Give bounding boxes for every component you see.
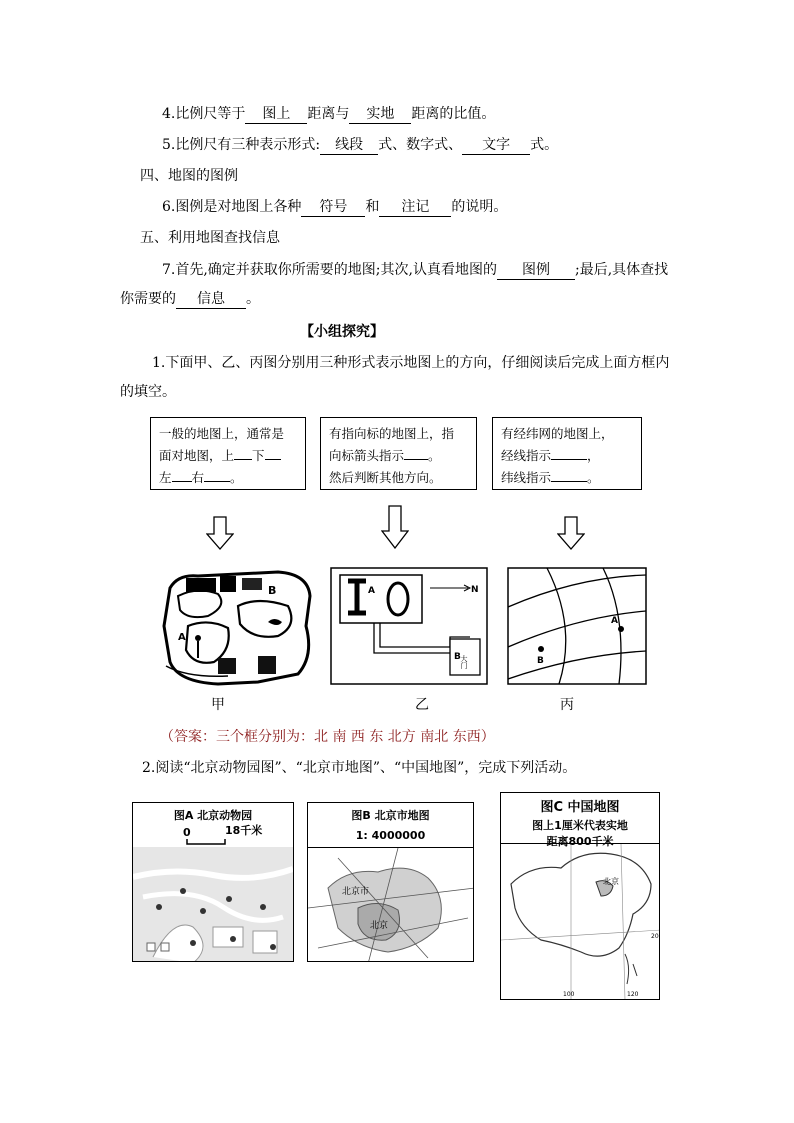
group-heading: 【小组探究】: [300, 324, 384, 340]
item-4: 4.比例尺等于 图上 距离与 实地 距离的比值。: [162, 106, 496, 122]
svg-text:0: 0: [183, 826, 191, 839]
beijing-map-graphic: [308, 848, 474, 962]
caption-yi: 乙: [415, 697, 429, 713]
down-arrow-icon: [206, 516, 234, 550]
map-b-beijing: [307, 802, 474, 962]
graticule-map: [507, 567, 647, 685]
answer-blank: 文字: [462, 137, 530, 155]
map-c-title: 图C 中国地图: [540, 800, 620, 815]
svg-text:20: 20: [651, 933, 659, 940]
map-label: B: [537, 656, 544, 666]
map-b-title: 图B 北京市地图: [351, 809, 430, 822]
answer-blank: 实地: [349, 106, 411, 124]
question-2: 2.阅读“北京动物园图”、“北京市地图”、“中国地图”，完成下列活动。: [142, 760, 577, 776]
map-c-scale-line2: 距离800千米: [546, 835, 614, 848]
fill-blank[interactable]: [551, 445, 587, 460]
item-6: 6.图例是对地图上各种 符号 和 注记 的说明。: [162, 199, 508, 215]
question-1-line2: 的填空。: [120, 384, 176, 400]
down-arrow-icon: [381, 505, 409, 549]
map-label: A: [178, 632, 186, 643]
answer-note: （答案：三个框分别为：北 南 西 东 北方 南北 东西）: [160, 729, 495, 745]
answer-blank: 图例: [497, 262, 575, 280]
map-b-scale: 1: 4000000: [355, 829, 426, 842]
answer-blank: 线段: [320, 137, 378, 155]
map-label: B: [454, 652, 461, 662]
map-label: A: [368, 586, 375, 596]
item-5: 5.比例尺有三种表示形式: 线段 式、数字式、 文字 式。: [162, 137, 559, 153]
fill-box-pointer: 有指向标的地图上，指 向标箭头指示 。 然后判断其他方向。: [320, 417, 477, 490]
section-heading-find-info: 五、利用地图查找信息: [140, 230, 280, 246]
map-c-china: [500, 792, 660, 1000]
svg-text:北京市: 北京市: [342, 887, 370, 897]
zoo-sketch-map: [158, 566, 318, 690]
svg-text:北京: 北京: [603, 877, 619, 886]
answer-blank: 图上: [245, 106, 307, 124]
china-map-graphic: [501, 844, 660, 1000]
zoo-map-graphic: [133, 847, 293, 962]
answer-blank: 信息: [176, 291, 246, 309]
fill-box-graticule: 有经纬网的地图上， 经线指示 ， 纬线指示 。: [492, 417, 642, 490]
map-label: A: [611, 616, 618, 626]
item-7-line1: 7.首先,确定并获取你所需要的地图;其次,认真看地图的 图例 ;最后,具体查找: [162, 262, 669, 278]
map-a-zoo: [132, 802, 294, 962]
fill-blank[interactable]: [265, 445, 281, 460]
caption-bing: 丙: [560, 697, 574, 713]
question-1-line1: 1.下面甲、乙、丙图分别用三种形式表示地图上的方向，仔细阅读后完成上面方框内: [152, 355, 670, 371]
svg-text:18千米: 18千米: [225, 824, 263, 837]
fill-blank[interactable]: [234, 445, 252, 460]
fill-blank[interactable]: [404, 445, 428, 460]
fill-blank[interactable]: [204, 467, 230, 482]
north-label: N: [471, 585, 479, 595]
down-arrow-icon: [557, 516, 585, 550]
fill-blank[interactable]: [551, 467, 587, 482]
svg-text:北京: 北京: [370, 921, 389, 931]
map-a-title: 图A 北京动物园: [173, 809, 253, 822]
fill-box-general: 一般的地图上，通常是 面对地图，上 下 左 右 。: [150, 417, 306, 490]
pointer-map: [330, 567, 488, 685]
answer-blank: 注记: [379, 199, 451, 217]
caption-jia: 甲: [211, 697, 225, 713]
map-label: B: [268, 584, 277, 597]
answer-blank: 符号: [301, 199, 365, 217]
fill-blank[interactable]: [172, 467, 192, 482]
svg-text:120: 120: [627, 991, 639, 998]
svg-text:100: 100: [563, 991, 575, 998]
section-heading-legend: 四、地图的图例: [140, 168, 238, 184]
item-7-line2: 你需要的 信息 。: [120, 291, 260, 307]
map-c-scale-line1: 图上1厘米代表实地: [532, 819, 628, 832]
scale-bar: [133, 823, 293, 849]
map-label: 大门: [460, 655, 468, 669]
